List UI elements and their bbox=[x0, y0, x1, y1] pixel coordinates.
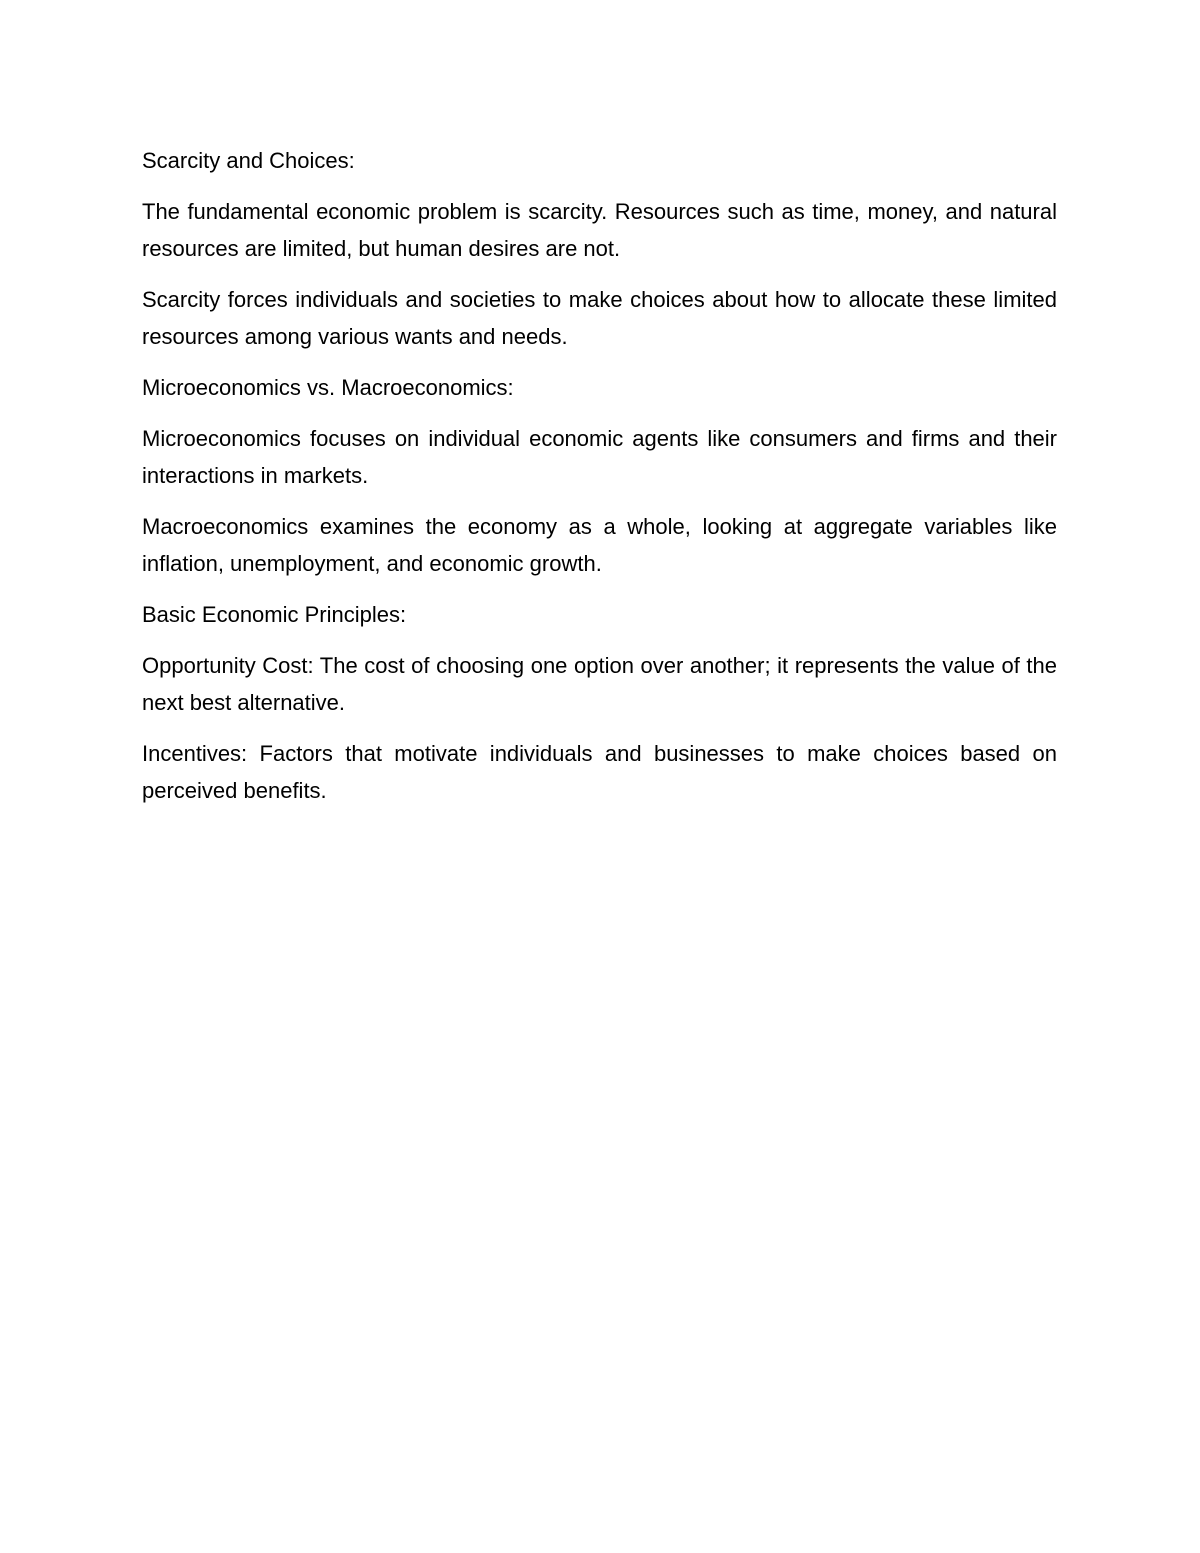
document-body bbox=[142, 142, 1057, 809]
paragraph-scarcity-choices: Scarcity forces individuals and societies to make choices about how to allocate these limited resources among various wants and needs. bbox=[142, 287, 1057, 349]
paragraph-incentives: Incentives: Factors that motivate individuals and businesses to make choices based on perceived benefits. bbox=[142, 741, 1057, 803]
paragraph-scarcity-definition: The fundamental economic problem is scarcity. Resources such as time, money, and natural resources are limited, but human desires are not. bbox=[142, 199, 1057, 261]
paragraph-macroeconomics: Macroeconomics examines the economy as a whole, looking at aggregate variables like inflation, unemployment, and economic growth. bbox=[142, 514, 1057, 576]
section-heading-principles: Basic Economic Principles: bbox=[142, 602, 407, 627]
section-heading-micro-macro: Microeconomics vs. Macroeconomics: bbox=[142, 375, 514, 400]
section-heading-scarcity: Scarcity and Choices: bbox=[142, 148, 355, 173]
paragraph-microeconomics: Microeconomics focuses on individual economic agents like consumers and firms and their interactions in markets. bbox=[142, 426, 1057, 488]
paragraph-opportunity-cost: Opportunity Cost: The cost of choosing one option over another; it represents the value of the next best alternative. bbox=[142, 653, 1057, 715]
